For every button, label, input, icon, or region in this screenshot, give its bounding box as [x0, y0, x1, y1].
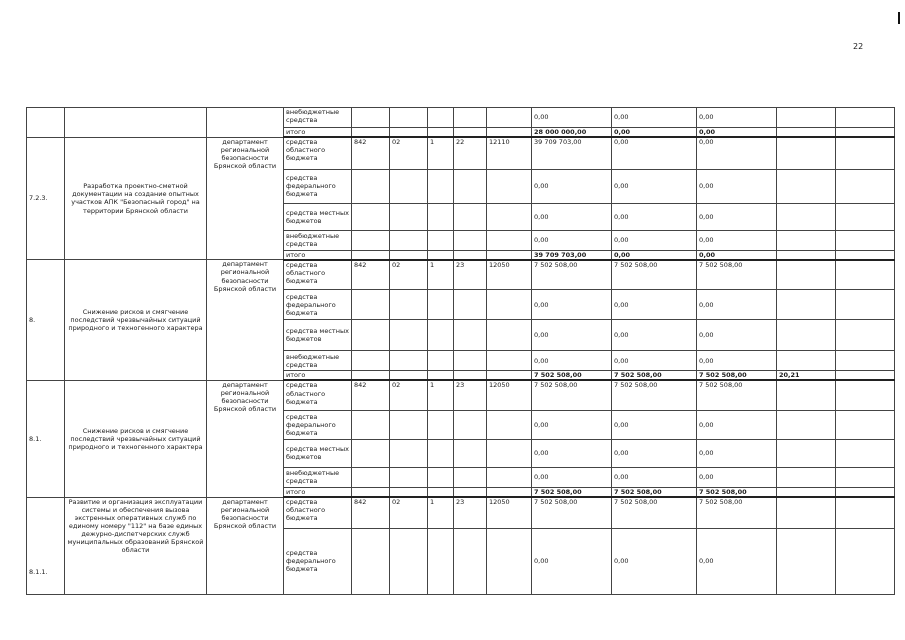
grbs-code: 842: [352, 497, 390, 528]
amount-cell: 0,00: [532, 439, 612, 467]
target-code: 23: [454, 380, 487, 410]
amount-cell: 0,00: [697, 230, 777, 250]
funding-source: средства местных бюджетов: [284, 320, 352, 351]
amount-cell: 7 502 508,00: [532, 497, 612, 528]
section-code: 02: [390, 497, 428, 528]
funding-source: средства областного бюджета: [284, 260, 352, 290]
funding-source: итого: [284, 487, 352, 497]
amount-cell: 0,00: [697, 203, 777, 230]
funding-source: средства областного бюджета: [284, 137, 352, 169]
grbs-code: 842: [352, 137, 390, 169]
table-row: [27, 260, 895, 290]
table-row: [27, 380, 895, 410]
grbs-code: 842: [352, 260, 390, 290]
section-code: 02: [390, 380, 428, 410]
funding-source: средства областного бюджета: [284, 380, 352, 410]
funding-source: средства федерального бюджета: [284, 169, 352, 203]
amount-cell: 0,00: [612, 439, 697, 467]
amount-cell: 0,00: [697, 410, 777, 439]
department: департамент региональной безопасности Брянской области: [207, 380, 284, 497]
target-code: 23: [454, 260, 487, 290]
amount-cell: 0,00: [532, 528, 612, 594]
department: департамент региональной безопасности Брянской области: [207, 497, 284, 594]
amount-cell: 0,00: [612, 320, 697, 351]
amount-cell: 0,00: [697, 467, 777, 487]
amount-cell: 0,00: [612, 528, 697, 594]
funding-source: средства федерального бюджета: [284, 290, 352, 320]
amount-cell: 7 502 508,00: [697, 380, 777, 410]
empty-code-cell: [27, 108, 65, 138]
amount-cell: 39 709 703,00: [532, 137, 612, 169]
item-title: Снижение рисков и смягчение последствий чрезвычайных ситуаций природного и техногенного характера: [65, 380, 207, 497]
amount-cell: 0,00: [532, 290, 612, 320]
item-code: 7.2.3.: [27, 137, 65, 260]
amount-cell: 0,00: [697, 169, 777, 203]
total-amount: 7 502 508,00: [697, 487, 777, 497]
amount-cell: 0,00: [532, 203, 612, 230]
direction-code: 12110: [487, 137, 532, 169]
amount-cell: 0,00: [532, 320, 612, 351]
amount-cell: 7 502 508,00: [612, 260, 697, 290]
direction-code: 12050: [487, 380, 532, 410]
amount-cell: 7 502 508,00: [697, 497, 777, 528]
amount-cell: 7 502 508,00: [697, 260, 777, 290]
amount-cell: 0,00: [532, 108, 612, 128]
funding-source: внебюджетные средства: [284, 467, 352, 487]
amount-cell: 0,00: [612, 108, 697, 128]
direction-code: 12050: [487, 260, 532, 290]
program-code: 1: [428, 497, 454, 528]
total-amount: 0,00: [697, 128, 777, 138]
amount-cell: 7 502 508,00: [532, 380, 612, 410]
amount-cell: 7 502 508,00: [612, 380, 697, 410]
direction-code: 12050: [487, 497, 532, 528]
amount-cell: 0,00: [612, 230, 697, 250]
amount-cell: 0,00: [697, 108, 777, 128]
table-row: [27, 137, 895, 169]
total-amount: 7 502 508,00: [697, 371, 777, 381]
total-amount: 7 502 508,00: [532, 487, 612, 497]
program-code: 1: [428, 137, 454, 169]
amount-cell: 0,00: [532, 467, 612, 487]
department: департамент региональной безопасности Брянской области: [207, 137, 284, 260]
amount-cell: 0,00: [532, 351, 612, 371]
item-code: 8.: [27, 260, 65, 381]
item-code: 8.1.: [27, 380, 65, 497]
funding-source: средства местных бюджетов: [284, 439, 352, 467]
grbs-code: 842: [352, 380, 390, 410]
funding-source: средства федерального бюджета: [284, 528, 352, 594]
amount-cell: 0,00: [532, 410, 612, 439]
total-amount: 39 709 703,00: [532, 250, 612, 260]
empty-dept-cell: [207, 108, 284, 138]
funding-source: итого: [284, 128, 352, 138]
share-percent: 20,21: [777, 371, 836, 381]
funding-source: средства федерального бюджета: [284, 410, 352, 439]
target-code: 22: [454, 137, 487, 169]
amount-cell: 0,00: [612, 467, 697, 487]
amount-cell: 0,00: [697, 290, 777, 320]
section-code: 02: [390, 260, 428, 290]
budget-table: [26, 107, 895, 595]
target-code: 23: [454, 497, 487, 528]
total-amount: 28 000 000,00: [532, 128, 612, 138]
funding-source: средства местных бюджетов: [284, 203, 352, 230]
amount-cell: 0,00: [612, 410, 697, 439]
scan-edge-mark: [898, 12, 900, 24]
item-title: Развитие и организация эксплуатации системы и обеспечения вызова экстренных оперативных служб по единому номеру "112" на базе единых дежурно-диспетчерских служб муниципальных образований Брянской области: [65, 497, 207, 594]
amount-cell: 0,00: [612, 137, 697, 169]
amount-cell: 0,00: [697, 351, 777, 371]
total-amount: 7 502 508,00: [612, 371, 697, 381]
amount-cell: 7 502 508,00: [612, 497, 697, 528]
table-row: [27, 497, 895, 528]
funding-source: итого: [284, 371, 352, 381]
funding-source: внебюджетные средства: [284, 230, 352, 250]
total-amount: 7 502 508,00: [612, 487, 697, 497]
item-code-cell: [27, 497, 65, 594]
amount-cell: 0,00: [612, 203, 697, 230]
program-code: 1: [428, 260, 454, 290]
table-row: [27, 108, 895, 128]
item-title: Разработка проектно-сметной документации на создание опытных участков АПК "Безопасный город" на территории Брянской области: [65, 137, 207, 260]
item-code: 8.1.1.: [29, 567, 48, 576]
funding-source: внебюджетные средства: [284, 108, 352, 128]
amount-cell: 0,00: [612, 290, 697, 320]
amount-cell: 0,00: [612, 169, 697, 203]
funding-source: средства областного бюджета: [284, 497, 352, 528]
amount-cell: 0,00: [612, 351, 697, 371]
total-amount: 0,00: [612, 128, 697, 138]
item-title: Снижение рисков и смягчение последствий чрезвычайных ситуаций природного и техногенного характера: [65, 260, 207, 381]
funding-source: итого: [284, 250, 352, 260]
amount-cell: 0,00: [697, 320, 777, 351]
page-number: 22: [853, 42, 864, 51]
program-code: 1: [428, 380, 454, 410]
funding-source: внебюджетные средства: [284, 351, 352, 371]
amount-cell: 0,00: [532, 230, 612, 250]
amount-cell: 0,00: [697, 439, 777, 467]
total-amount: 7 502 508,00: [532, 371, 612, 381]
empty-title-cell: [65, 108, 207, 138]
amount-cell: 0,00: [697, 137, 777, 169]
section-code: 02: [390, 137, 428, 169]
amount-cell: 0,00: [532, 169, 612, 203]
department: департамент региональной безопасности Брянской области: [207, 260, 284, 381]
amount-cell: 0,00: [697, 528, 777, 594]
total-amount: 0,00: [697, 250, 777, 260]
total-amount: 0,00: [612, 250, 697, 260]
amount-cell: 7 502 508,00: [532, 260, 612, 290]
